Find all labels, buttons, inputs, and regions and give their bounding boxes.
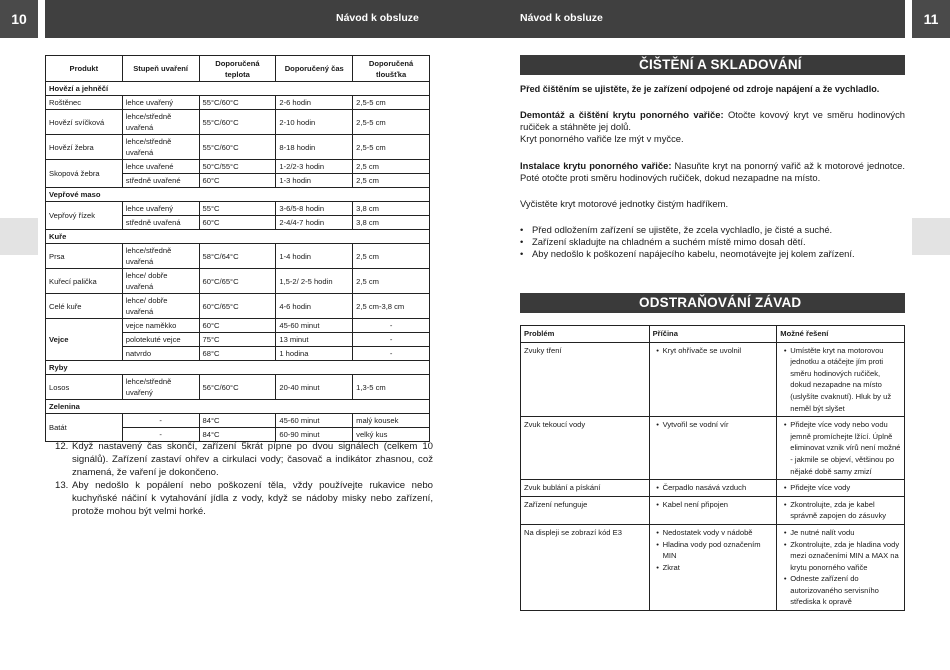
cell: Vejce [46,319,123,361]
category-row: Vepřové maso [46,188,430,202]
table-header: Možné řešení [777,326,905,343]
cell: 45-60 minut [276,319,353,333]
cell: 8-18 hodin [276,135,353,160]
solution-cell [777,342,905,417]
disassembly-text-2: Kryt ponorného vařiče lze mýt v myčce. [520,133,684,145]
bullet-icon: • [783,574,787,584]
solution-cell [777,480,905,497]
cell: 1,3-5 cm [353,375,430,400]
table-header: Problém [521,326,650,343]
table-row [46,244,430,269]
page-number-right: 11 [912,0,950,38]
solution-text: Umístěte kryt na motorovou jednotku a otáčejte jím proti směru hodinových ručiček, dokud nezapadne na místo (uslyšíte cvaknutí). Hluk by už neměl být slyšet [790,345,892,413]
solution-text: Zkontrolujte, zda je hladina vody mezi označeními MIN a MAX na krytu ponorného vařiče [790,539,900,572]
cell: 55°C/60°C [199,135,276,160]
bullet-icon: • [783,527,787,537]
bullet-text: Aby nedošlo k poškození napájecího kabelu, neomotávejte jej kolem zařízení. [532,248,855,260]
cell: 60°C [199,216,276,230]
table-header-row [46,56,430,82]
bullet-icon: • [783,483,787,493]
bullet-icon: • [783,539,787,549]
cell: 1,5-2/ 2-5 hodin [276,269,353,294]
bullet-icon: • [656,483,659,493]
solution-text: Odneste zařízení do autorizovaného servisního střediska k opravě [790,574,879,607]
cell: 2,5 cm [353,244,430,269]
cell: 45-60 minut [276,414,353,428]
cell: Celé kuře [46,294,123,319]
cell: 2,5 cm [353,269,430,294]
cleaning-paragraph-install [520,160,905,184]
problem-cell: Zvuk tekoucí vody [521,417,650,480]
list-item [55,440,433,479]
bullet-icon: • [783,345,787,355]
cause-cell [649,480,777,497]
cell: natvrdo [122,347,199,361]
cell: 56°C/60°C [199,375,276,400]
disassembly-heading: Demontáž a čištění krytu ponorného vařiče: [520,109,724,120]
table-header: Doporučená tloušťka [353,56,430,82]
table-row [521,524,905,610]
cause-cell [649,496,777,524]
cell: 68°C [199,347,276,361]
cause-cell [649,417,777,480]
install-text: Nasuňte kryt na ponorný vařič až k motorové jednotce. Poté otočte proti směru hodinových ručiček, dokud nezapadne na místo. [520,160,905,184]
cell: Hovězí žebra [46,135,123,160]
bullet-icon: • [656,420,659,430]
cell: 1-4 hodin [276,244,353,269]
cell: středně uvařená [122,216,199,230]
solution-text: Je nutné nalít vodu [790,527,855,537]
cell: lehce/ dobře uvařená [122,294,199,319]
step-text: Když nastavený čas skončí, zařízení 5krát pípne po dvou signálech (celkem 10 signálů). Zařízení zastaví ohřev a cirkulaci vody; časovač a indikátor zhasnou, což znamená, že vaření je dokončeno. [72,441,433,478]
cell: 84°C [199,414,276,428]
cell: 50°C/55°C [199,160,276,174]
cause-text: Zkrat [662,562,680,572]
category-row: Ryby [46,361,430,375]
solution-text: Přidejte více vody [790,483,851,493]
cell: 60°C [199,174,276,188]
bullet-icon: • [520,248,524,260]
cause-cell [649,524,777,610]
install-heading: Instalace krytu ponorného vařiče: [520,160,672,171]
cell: Hovězí svíčková [46,110,123,135]
table-header-row [521,326,905,343]
cooking-table [45,55,430,442]
cell: - [353,333,430,347]
cell: - [122,414,199,428]
cell: 2,5 cm [353,174,430,188]
header-title-left: Návod k obsluze [336,12,419,24]
cell: 2,5-5 cm [353,96,430,110]
cell: velký kus [353,428,430,442]
solution-cell [777,524,905,610]
cell: 2-6 hodin [276,96,353,110]
table-row [46,135,430,160]
cleaning-paragraph-motor: Vyčistěte kryt motorové jednotky čistým hadříkem. [520,198,729,209]
cell: lehce/ dobře uvařená [122,269,199,294]
list-item [55,479,433,518]
cell: lehce/středně uvařená [122,110,199,135]
table-row [46,96,430,110]
cell: 2,5-5 cm [353,110,430,135]
cell: 58°C/64°C [199,244,276,269]
solution-text: Přidejte více vody nebo vodu jemně promíchejte lžící. Úplně eliminovat vznik vírů není možné - jakmile se objeví, většinou po nějaké době samy zmizí [790,420,901,476]
cell: 55°C/60°C [199,96,276,110]
cell: lehce/středně uvařený [122,375,199,400]
cell: 4-6 hodin [276,294,353,319]
bullet-icon: • [520,224,524,235]
cause-text: Hladina vody pod označením MIN [662,539,761,561]
cell: 60°C/65°C [199,294,276,319]
problem-cell: Zvuky tření [521,342,650,417]
table-row [46,269,430,294]
cell: lehce uvařený [122,96,199,110]
cell: 3,8 cm [353,202,430,216]
table-header: Příčina [649,326,777,343]
cell: 55°C [199,202,276,216]
table-row [46,375,430,400]
cell: polotekuté vejce [122,333,199,347]
cell: 55°C/60°C [199,110,276,135]
table-row [46,202,430,216]
cause-text: Nedostatek vody v nádobě [662,527,753,537]
table-header: Produkt [46,56,123,82]
bullet-text: Před odložením zařízení se ujistěte, že zcela vychladlo, je čisté a suché. [532,224,833,235]
cell: 60°C/65°C [199,269,276,294]
table-row [46,414,430,428]
table-row [46,160,430,174]
cell: Roštěnec [46,96,123,110]
cell: Vepřový řízek [46,202,123,230]
cause-cell [649,342,777,417]
section-title-cleaning: ČIŠTĚNÍ A SKLADOVÁNÍ [520,55,905,75]
cleaning-warning [520,83,905,95]
warning-text: Před čištěním se ujistěte, že je zařízení odpojené od zdroje napájení a že vychladlo. [520,84,880,94]
cause-text: Čerpadlo nasává vzduch [662,483,747,493]
solution-cell [777,417,905,480]
table-row [46,294,430,319]
cell: lehce uvařený [122,202,199,216]
header-bar [45,0,905,38]
problem-cell: Zvuk bublání a pískání [521,480,650,497]
cell: 2-4/4-7 hodin [276,216,353,230]
cell: 20-40 minut [276,375,353,400]
table-row [46,110,430,135]
cell: Skopová žebra [46,160,123,188]
problem-cell: Na displeji se zobrazí kód E3 [521,524,650,610]
cause-text: Kabel není připojen [662,499,729,509]
page-header [0,0,950,38]
step-number: 12. [55,441,69,452]
table-row [521,342,905,417]
list-item [520,248,905,260]
troubleshooting-table [520,325,905,611]
bullet-icon: • [656,499,659,509]
cell: 2,5-5 cm [353,135,430,160]
cell: malý kousek [353,414,430,428]
bullet-text: Zařízení skladujte na chladném a suchém místě mimo dosah dětí. [532,236,806,248]
category-row: Hovězí a jehněčí [46,82,430,96]
problem-cell: Zařízení nefunguje [521,496,650,524]
cell: 2,5 cm [353,160,430,174]
cell: 3,8 cm [353,216,430,230]
table-row [46,319,430,333]
storage-bullets [520,224,905,261]
cell: lehce/středně uvařená [122,244,199,269]
cell: - [122,428,199,442]
bullet-icon: • [783,499,787,509]
cleaning-paragraph-disassembly [520,109,905,146]
list-item [520,236,905,248]
cell: lehce/středně uvařená [122,135,199,160]
bullet-icon: • [656,345,659,355]
side-tab-left [0,218,38,255]
solution-text: Zkontrolujte, zda je kabel správně zapojen do zásuvky [790,499,887,521]
cell: Losos [46,375,123,400]
cell: 1 hodina [276,347,353,361]
cell: 2-10 hodin [276,110,353,135]
cause-text: Vytvořil se vodní vír [662,420,729,430]
bullet-icon: • [783,420,787,430]
cell: 2,5 cm-3,8 cm [353,294,430,319]
bullet-icon: • [656,539,659,549]
page-number-left: 10 [0,0,38,38]
table-header: Stupeň uvaření [122,56,199,82]
cell: 84°C [199,428,276,442]
table-row [521,417,905,480]
category-row: Zelenina [46,400,430,414]
cell: středně uvařené [122,174,199,188]
side-tab-right [912,218,950,255]
cell: Batát [46,414,123,442]
solution-cell [777,496,905,524]
cause-text: Kryt ohřívače se uvolnil [662,345,742,355]
header-title-right: Návod k obsluze [520,12,603,24]
step-text: Aby nedošlo k popálení nebo poškození těla, vždy používejte rukavice nebo kuchyňské náčiní k vytahování jídla z vody, když se nádoby misky nebo zařízení, protože mohou být velmi horké. [72,480,433,517]
cell: Kuřecí palička [46,269,123,294]
cell: - [353,319,430,333]
list-item [520,224,905,236]
category-row: Kuře [46,230,430,244]
cell: 60-90 minut [276,428,353,442]
cell: 3-6/5-8 hodin [276,202,353,216]
bullet-icon: • [520,236,524,248]
table-header: Doporučená teplota [199,56,276,82]
bullet-icon: • [656,562,659,572]
cell: 60°C [199,319,276,333]
cell: Prsa [46,244,123,269]
bullet-icon: • [656,527,659,537]
instruction-steps [55,440,433,518]
cell: vejce naměkko [122,319,199,333]
table-row [521,480,905,497]
cell: 1-3 hodin [276,174,353,188]
table-header: Doporučený čas [276,56,353,82]
cell: 75°C [199,333,276,347]
table-row [521,496,905,524]
cell: 1-2/2-3 hodin [276,160,353,174]
cell: 13 minut [276,333,353,347]
section-title-troubleshooting: ODSTRAŇOVÁNÍ ZÁVAD [520,293,905,313]
cell: lehce uvařené [122,160,199,174]
disassembly-text: Otočte kovový kryt ve směru hodinových ručiček a stáhněte jej dolů. [520,109,905,133]
cell: - [353,347,430,361]
step-number: 13. [55,480,69,491]
